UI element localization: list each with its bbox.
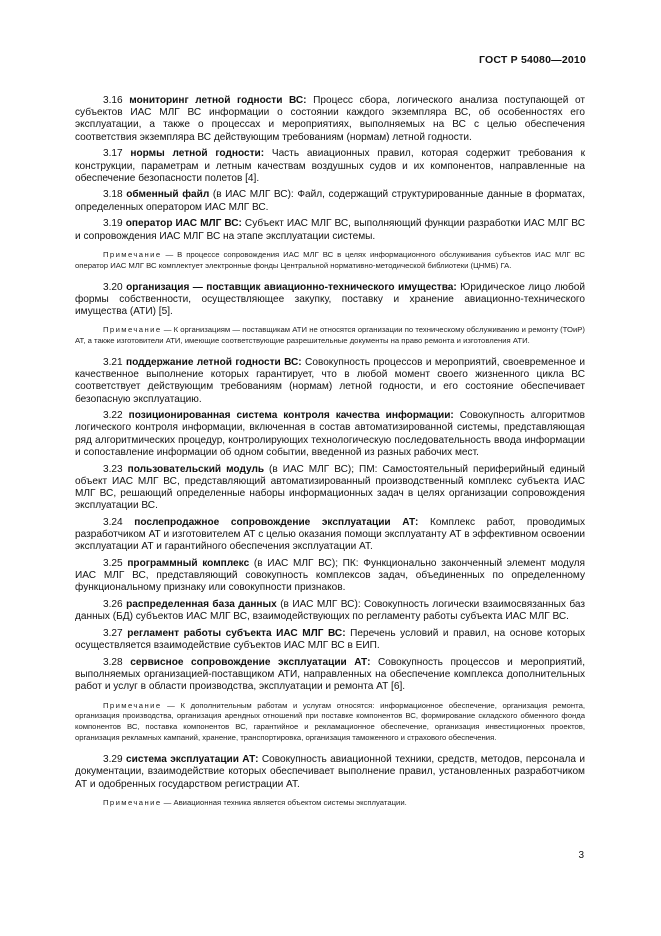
note-text: — К организациям — поставщикам АТИ не относятся организации по техническому обслуживанию и ремонту (ТОиР) АТ, а также изготовители АТИ, имеющие соответствующие разрешительные документы на право ремонта и изготовления АТИ. bbox=[75, 325, 585, 346]
term-definition: Процесс сбора, логического анализа поступающей от субъектов ИАС МЛГ ВС информации о состоянии каждого экземпляра ВС, об особенностях его эксплуатации, а также о процессах и мероприятиях, выполняемых на ВС с целью обеспечения соответствия экземпляра ВС действующим требованиям (нормам) летной годности. bbox=[75, 95, 585, 143]
term-entry bbox=[75, 754, 585, 791]
term-definition: Совокупность алгоритмов логического контроля информации, включенная в состав автоматизированной системы, представляющая ряд алгоритмических процедур, контролирующих технологическую последовательность ввода информации и сопоставление информации об одном событии, введенной из разных рабочих мест. bbox=[75, 410, 585, 458]
term-number: 3.17 bbox=[103, 148, 123, 160]
term-entry bbox=[75, 218, 585, 242]
term-number: 3.29 bbox=[103, 754, 123, 766]
term-number: 3.24 bbox=[103, 516, 123, 528]
term-entry bbox=[75, 517, 585, 554]
term-number: 3.23 bbox=[103, 463, 123, 475]
term-note bbox=[75, 325, 585, 347]
term-entry bbox=[75, 189, 585, 213]
term-definition: Функционально законченный элемент модуля ИАС МЛГ ВС, представляющий совокупность комплексов задач, объединенных по определенному функциональному признаку или совокупности признаков. bbox=[75, 558, 585, 594]
term-heading: программный комплекс bbox=[127, 558, 250, 570]
term-entry bbox=[75, 95, 585, 144]
term-number: 3.18 bbox=[103, 189, 123, 201]
term-heading: мониторинг летной годности ВС: bbox=[129, 95, 307, 106]
term-heading: система эксплуатации АТ: bbox=[126, 754, 259, 766]
term-number: 3.27 bbox=[103, 628, 123, 640]
term-entry bbox=[75, 657, 585, 694]
term-definition: Совокупность процессов и мероприятий, выполняемых организацией-поставщиком АТИ, направленных на обеспечение комплекса дополнительных работ и услуг в области производства, эксплуатации и ремонта АТ [6]. bbox=[75, 656, 585, 693]
term-heading: нормы летной годности: bbox=[130, 148, 265, 160]
term-entry bbox=[75, 148, 585, 185]
term-number: 3.16 bbox=[103, 95, 123, 106]
document-body bbox=[75, 95, 585, 819]
term-note bbox=[75, 250, 585, 272]
note-label: Примечание bbox=[103, 325, 162, 335]
term-definition: Комплекс работ, проводимых разработчиком АТ и изготовителем АТ с целью оказания помощи эксплуатанту АТ в эффективном освоении эксплуатации АТ и гарантийного обеспечения эксплуатации АТ. bbox=[75, 516, 586, 553]
term-number: 3.26 bbox=[103, 599, 123, 611]
term-number: 3.28 bbox=[103, 656, 123, 668]
term-definition: Субъект ИАС МЛГ ВС, выполняющий функции разработки ИАС МЛГ ВС и сопровождения ИАС МЛГ ВС на этапе эксплуатации системы. bbox=[75, 218, 585, 242]
term-heading: регламент работы субъекта ИАС МЛГ ВС: bbox=[127, 628, 346, 640]
term-definition: Совокупность логически взаимосвязанных баз данных (БД) субъектов ИАС МЛГ ВС, взаимодействующих по регламенту работы субъекта ИАС МЛГ ВС. bbox=[75, 599, 585, 623]
note-label: Примечание bbox=[103, 700, 162, 710]
term-entry bbox=[75, 599, 585, 623]
term-definition: Юридическое лицо любой формы собственности, осуществляющее закупку, поставку и хранение авиационно-технического имущества (АТИ) [5]. bbox=[75, 281, 585, 317]
term-definition: Самостоятельный периферийный единый объект ИАС МЛГ ВС, представляющий автоматизированный производственный комплекс субъекта ИАС МЛГ ВС, решающий определенные наборы информационных задач в целях организации сопровождения эксплуатации ВС. bbox=[75, 463, 585, 512]
term-entry bbox=[75, 357, 585, 406]
term-definition: Файл, содержащий структурированные данные в форматах, определенных оператором ИАС МЛГ ВС. bbox=[75, 189, 585, 213]
term-number: 3.20 bbox=[103, 281, 123, 293]
term-entry bbox=[75, 464, 585, 513]
term-heading: оператор ИАС МЛГ ВС: bbox=[125, 218, 242, 230]
term-heading: сервисное сопровождение эксплуатации АТ: bbox=[130, 656, 371, 668]
term-entry bbox=[75, 282, 585, 319]
term-entry bbox=[75, 558, 585, 595]
term-heading: обменный файл bbox=[126, 189, 210, 201]
term-heading: организация — поставщик авиационно-технического имущества: bbox=[126, 281, 457, 293]
term-number: 3.25 bbox=[103, 558, 123, 570]
note-label: Примечание bbox=[103, 249, 162, 259]
note-text: — В процессе сопровождения ИАС МЛГ ВС в целях информационного обслуживания субъектов ИАС МЛГ ВС оператор ИАС МЛГ ВС комплектует электронные фонды Центральной нормативно-методической библиотеки (ЦНМБ) ГА. bbox=[75, 249, 585, 270]
term-qualifier: (в ИАС МЛГ ВС): bbox=[276, 599, 361, 611]
note-label: Примечание bbox=[103, 797, 162, 807]
term-qualifier: (в ИАС МЛГ ВС); ПК: bbox=[249, 558, 359, 570]
term-heading: позиционированная система контроля качества информации: bbox=[128, 410, 454, 422]
standard-header: ГОСТ Р 54080—2010 bbox=[478, 54, 586, 66]
note-text: — Авиационная техника является объектом системы эксплуатации. bbox=[161, 797, 407, 807]
term-entry bbox=[75, 410, 585, 459]
term-number: 3.22 bbox=[103, 410, 123, 422]
term-note bbox=[75, 701, 585, 745]
term-heading: поддержание летной годности ВС: bbox=[126, 356, 302, 368]
page-number: 3 bbox=[578, 850, 584, 861]
term-note bbox=[75, 798, 585, 809]
term-number: 3.21 bbox=[103, 356, 123, 368]
term-qualifier: (в ИАС МЛГ ВС); ПМ: bbox=[264, 463, 378, 475]
term-number: 3.19 bbox=[103, 218, 123, 230]
term-definition: Совокупность процессов и мероприятий, своевременное и качественное выполнение которых гарантирует, что в любой момент своего жизненного цикла ВС соответствует действующим требованиям (нормам) летной годности, и его состояние обеспечивает безопасную эксплуатацию. bbox=[75, 356, 585, 405]
note-text: — К дополнительным работам и услугам относятся: информационное обеспечение, организация ремонта, организация производства, организация арендных отношений при поставке компонентов ВС, формирование складского обменного фонда компонентов ВС, поставка компонентов ВС, гарантийное и рекламационное обеспечение, организация инвестиционных проектов, организация рекламных кампаний, хранение, транспортировка, организация таможенного и страхового обеспечения. bbox=[75, 700, 585, 743]
term-heading: послепродажное сопровождение эксплуатации АТ: bbox=[134, 516, 419, 528]
term-qualifier: (в ИАС МЛГ ВС): bbox=[209, 189, 294, 201]
term-heading: распределенная база данных bbox=[126, 599, 277, 611]
term-definition: Совокупность авиационной техники, средств, методов, персонала и документации, взаимодействие которых обеспечивает выполнение правил, установленных разработчиком АТ и одобренных государством регистрации АТ. bbox=[75, 754, 586, 790]
term-entry bbox=[75, 628, 585, 652]
term-definition: Перечень условий и правил, на основе которых осуществляется взаимодействие субъектов ИАС МЛГ ВС в ЕИП. bbox=[75, 628, 586, 652]
term-heading: пользовательский модуль bbox=[127, 463, 265, 475]
term-definition: Часть авиационных правил, которая содержит требования к конструкции, параметрам и летным качествам воздушных судов и их компонентов, направленные на обеспечение безопасности полетов [4]. bbox=[75, 148, 585, 184]
